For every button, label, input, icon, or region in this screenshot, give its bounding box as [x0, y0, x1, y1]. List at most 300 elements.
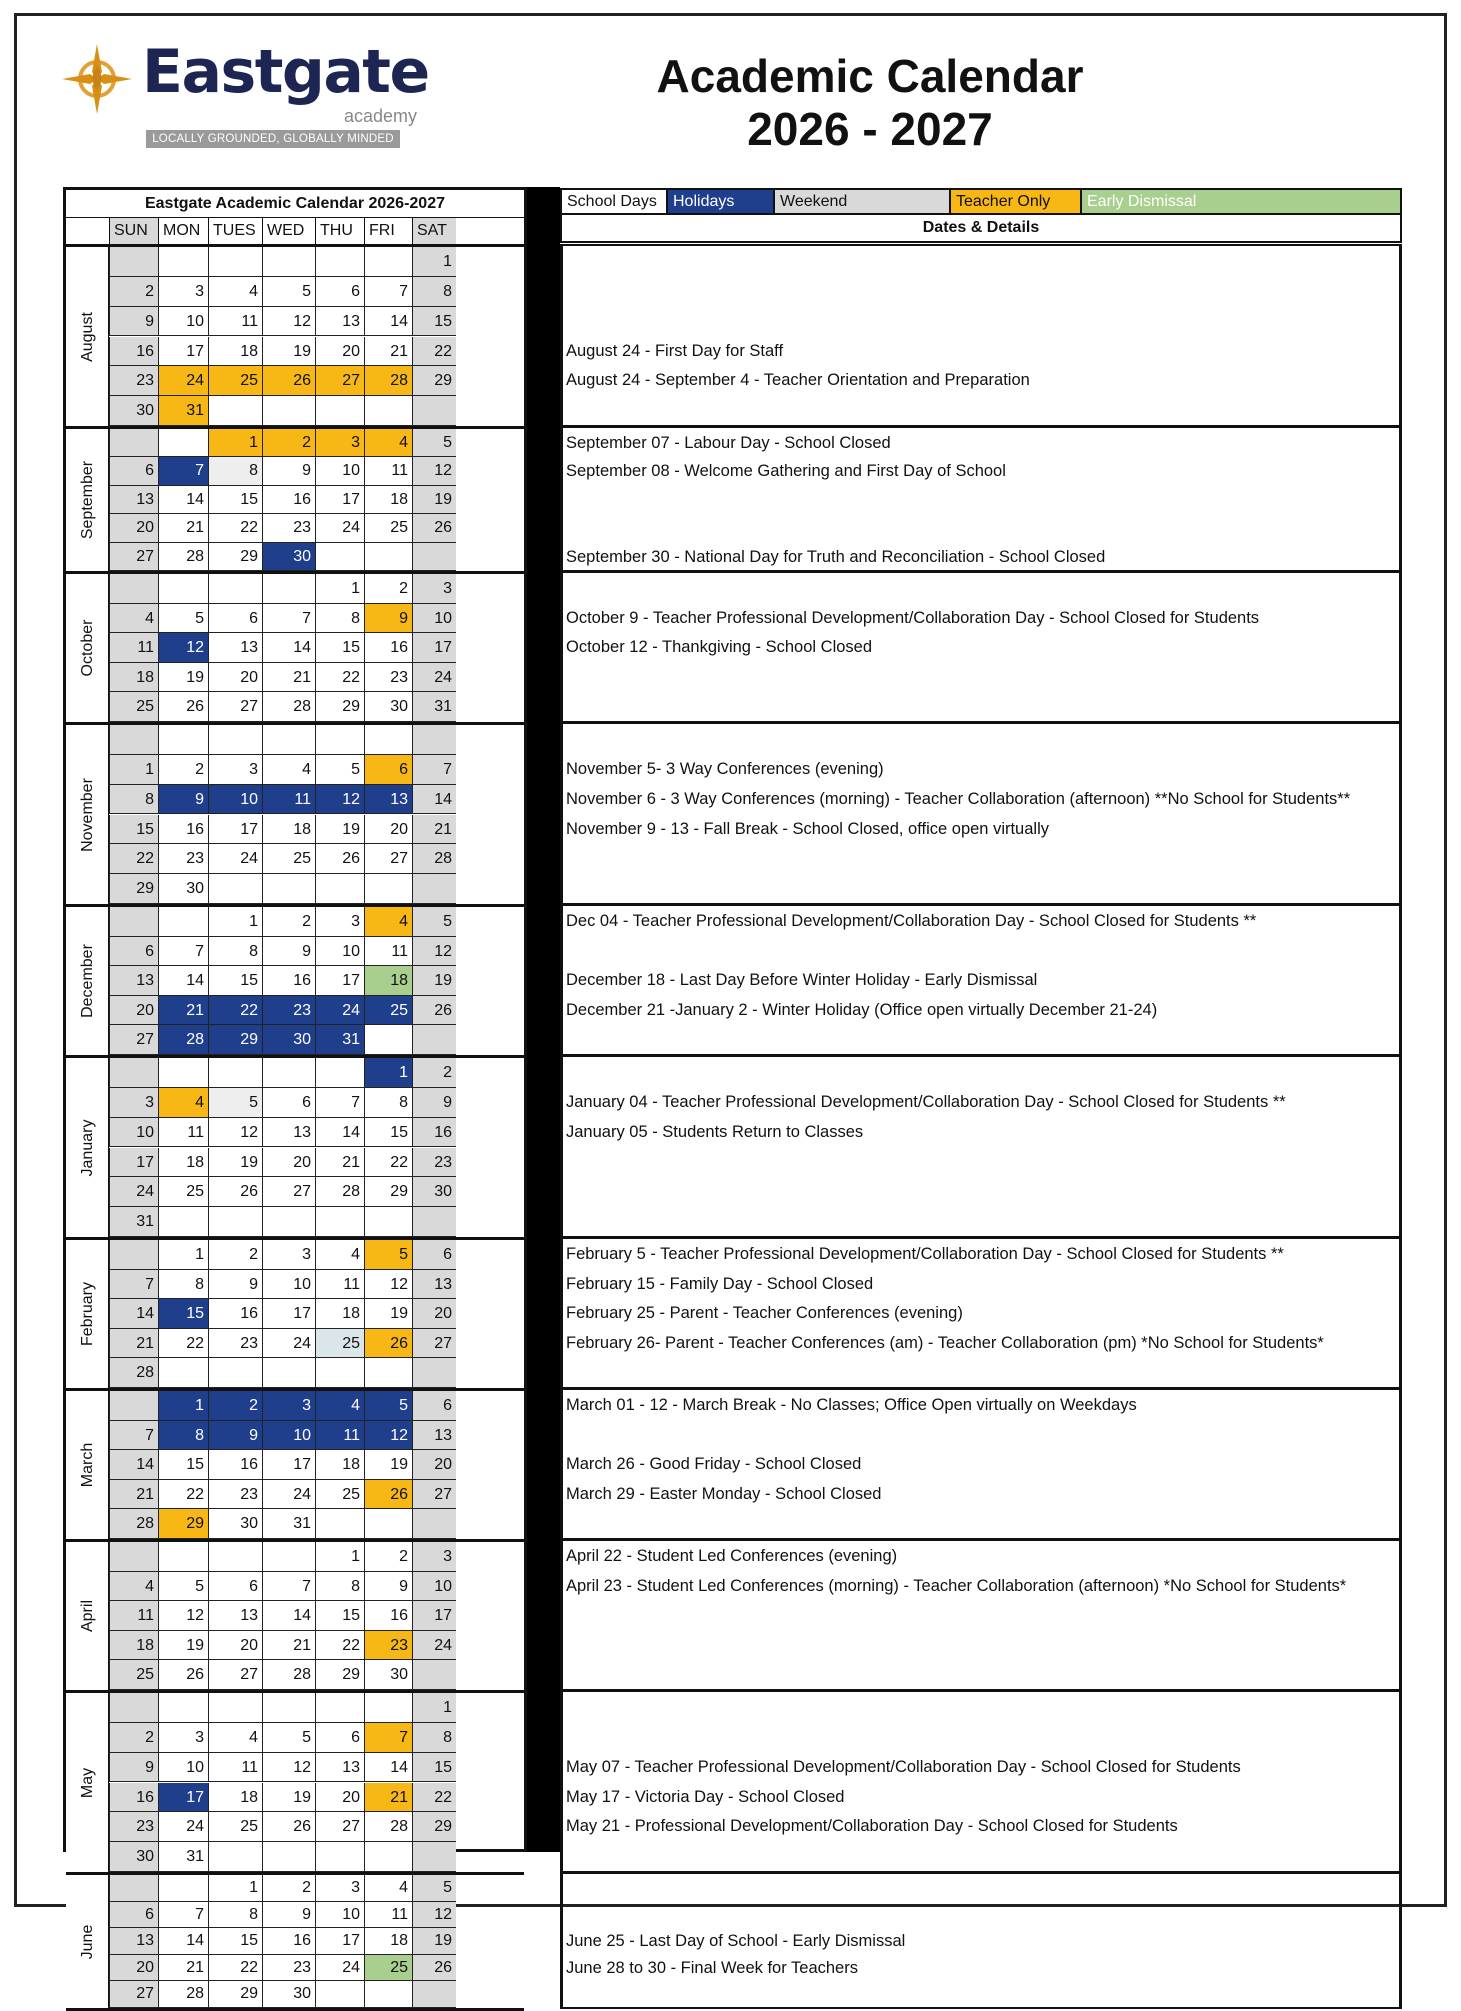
day-cell: 18	[364, 486, 412, 514]
day-cell: 26	[412, 996, 456, 1026]
day-cell: 25	[364, 1955, 412, 1982]
day-cell: 22	[364, 1148, 412, 1178]
day-cell	[412, 725, 456, 755]
day-cell: 4	[109, 604, 158, 634]
day-cell: 7	[412, 755, 456, 785]
week-row	[109, 937, 524, 967]
day-cell: 18	[109, 1631, 158, 1661]
day-cell	[364, 1693, 412, 1723]
month-label: June	[79, 1924, 96, 1959]
day-cell: 5	[208, 1088, 262, 1118]
day-cell: 5	[412, 1875, 456, 1902]
day-cell	[109, 1058, 158, 1088]
day-cell: 30	[262, 1025, 315, 1055]
week-row	[109, 1572, 524, 1602]
day-cell: 29	[109, 874, 158, 904]
day-cell: 31	[158, 396, 208, 426]
week-row	[109, 1812, 524, 1842]
day-cell: 6	[208, 604, 262, 634]
day-cell: 14	[158, 966, 208, 996]
day-cell: 13	[364, 785, 412, 815]
day-cell: 10	[412, 1572, 456, 1602]
day-cell: 27	[109, 543, 158, 571]
day-cell	[315, 1509, 364, 1539]
day-cell: 5	[412, 907, 456, 937]
day-cell	[364, 725, 412, 755]
day-cell: 13	[109, 1928, 158, 1955]
day-cell: 20	[109, 1955, 158, 1982]
day-cell	[412, 543, 456, 571]
day-cell: 15	[412, 1753, 456, 1783]
day-cell: 2	[208, 1240, 262, 1270]
week-row	[109, 1753, 524, 1783]
day-cell: 3	[109, 1088, 158, 1118]
day-cell: 22	[315, 1631, 364, 1661]
week-row	[109, 307, 524, 337]
day-cell: 29	[158, 1509, 208, 1539]
day-cell: 25	[208, 1812, 262, 1842]
day-cell: 23	[262, 996, 315, 1026]
day-cell: 25	[315, 1480, 364, 1510]
logo-tagline: LOCALLY GROUNDED, GLOBALLY MINDED	[146, 130, 400, 148]
day-cell: 16	[412, 1118, 456, 1148]
day-cell: 16	[262, 486, 315, 514]
day-cell: 6	[109, 937, 158, 967]
day-cell: 1	[412, 1693, 456, 1723]
week-row	[109, 692, 524, 722]
day-cell	[208, 874, 262, 904]
week-row	[109, 874, 524, 904]
week-row	[109, 1329, 524, 1359]
day-cell: 16	[262, 966, 315, 996]
day-cell	[412, 1025, 456, 1055]
day-cell: 15	[208, 486, 262, 514]
day-cell: 11	[109, 633, 158, 663]
weekday-fri: FRI	[364, 218, 412, 244]
day-cell: 3	[158, 277, 208, 307]
day-cell	[262, 1058, 315, 1088]
day-cell: 16	[364, 1601, 412, 1631]
day-cell: 22	[208, 996, 262, 1026]
legend-item: Holidays	[668, 190, 775, 213]
day-cell: 6	[262, 1088, 315, 1118]
day-cell: 13	[412, 1270, 456, 1300]
day-cell: 15	[158, 1450, 208, 1480]
day-cell	[208, 247, 262, 277]
weekday-header	[66, 218, 524, 247]
logo	[62, 37, 429, 150]
day-cell: 22	[109, 844, 158, 874]
day-cell: 14	[364, 1753, 412, 1783]
day-cell: 20	[315, 1783, 364, 1813]
day-cell: 10	[158, 307, 208, 337]
month-label-cell	[66, 1875, 109, 2008]
divider	[527, 187, 560, 1852]
day-cell: 16	[158, 815, 208, 845]
day-cell: 1	[315, 1542, 364, 1572]
week-row	[109, 755, 524, 785]
day-cell: 1	[412, 247, 456, 277]
week-row	[109, 1693, 524, 1723]
legend-item: Early Dismissal	[1082, 190, 1400, 213]
day-cell: 29	[364, 1177, 412, 1207]
day-cell: 26	[412, 1955, 456, 1982]
week-row	[109, 247, 524, 277]
day-cell: 7	[364, 277, 412, 307]
day-cell	[364, 1358, 412, 1388]
day-cell: 5	[315, 755, 364, 785]
detail-line: February 26- Parent - Teacher Conferences (am) - Teacher Collaboration (pm) *No School for Students*	[566, 1333, 1324, 1352]
day-cell: 19	[364, 1450, 412, 1480]
weekday-thu: THU	[315, 218, 364, 244]
day-cell: 6	[315, 277, 364, 307]
week-row	[109, 1391, 524, 1421]
day-cell: 30	[158, 874, 208, 904]
detail-line: December 18 - Last Day Before Winter Holiday - Early Dismissal	[566, 971, 1038, 990]
day-cell: 7	[158, 937, 208, 967]
day-cell: 1	[208, 1875, 262, 1902]
month-label-cell	[66, 725, 109, 904]
day-cell: 8	[412, 277, 456, 307]
day-cell	[315, 1058, 364, 1088]
day-cell	[158, 907, 208, 937]
day-cell: 7	[364, 1723, 412, 1753]
month-december	[66, 907, 524, 1058]
day-cell: 16	[364, 633, 412, 663]
day-cell: 28	[109, 1509, 158, 1539]
day-cell: 16	[208, 1450, 262, 1480]
day-cell: 27	[412, 1329, 456, 1359]
detail-line: August 24 - First Day for Staff	[566, 341, 784, 360]
detail-line: February 5 - Teacher Professional Development/Collaboration Day - School Closed for Students **	[566, 1245, 1284, 1263]
week-row	[109, 277, 524, 307]
day-cell: 31	[412, 692, 456, 722]
day-cell: 11	[109, 1601, 158, 1631]
day-cell	[208, 1207, 262, 1237]
day-cell: 24	[412, 1631, 456, 1661]
day-cell	[262, 396, 315, 426]
weekday-wed: WED	[262, 218, 315, 244]
day-cell: 14	[364, 307, 412, 337]
logo-name: Eastgate	[142, 37, 429, 107]
day-cell: 22	[412, 337, 456, 367]
day-cell: 2	[262, 1875, 315, 1902]
day-cell	[412, 1358, 456, 1388]
day-cell: 23	[364, 1631, 412, 1661]
day-cell: 6	[364, 755, 412, 785]
month-label-cell	[66, 1693, 109, 1872]
day-cell: 29	[208, 1981, 262, 2008]
day-cell: 9	[109, 1753, 158, 1783]
day-cell: 21	[364, 337, 412, 367]
day-cell: 27	[262, 1177, 315, 1207]
day-cell: 11	[262, 785, 315, 815]
day-cell: 26	[262, 366, 315, 396]
day-cell: 18	[315, 1450, 364, 1480]
day-cell	[158, 1058, 208, 1088]
day-cell	[158, 429, 208, 457]
day-cell: 16	[109, 337, 158, 367]
day-cell: 30	[262, 1981, 315, 2008]
day-cell: 13	[412, 1421, 456, 1451]
day-cell: 23	[412, 1148, 456, 1178]
week-row	[109, 1981, 524, 2008]
day-cell	[158, 1358, 208, 1388]
day-cell: 24	[158, 1812, 208, 1842]
day-cell: 8	[412, 1723, 456, 1753]
week-row	[109, 1875, 524, 1902]
day-cell: 26	[262, 1812, 315, 1842]
day-cell	[412, 1842, 456, 1872]
day-cell: 6	[412, 1391, 456, 1421]
legend-item: Weekend	[775, 190, 951, 213]
day-cell: 13	[262, 1118, 315, 1148]
day-cell: 26	[315, 844, 364, 874]
day-cell: 27	[315, 366, 364, 396]
day-cell: 1	[208, 907, 262, 937]
day-cell: 11	[158, 1118, 208, 1148]
week-row	[109, 1358, 524, 1388]
day-cell: 19	[315, 815, 364, 845]
day-cell	[208, 1542, 262, 1572]
day-cell	[412, 874, 456, 904]
day-cell: 24	[315, 514, 364, 542]
detail-line: Dec 04 - Teacher Professional Development/Collaboration Day - School Closed for Students **	[566, 912, 1257, 930]
day-cell	[262, 1207, 315, 1237]
week-row	[109, 429, 524, 457]
day-cell: 6	[109, 457, 158, 485]
day-cell: 13	[109, 966, 158, 996]
day-cell: 17	[315, 486, 364, 514]
day-cell: 2	[262, 429, 315, 457]
week-row	[109, 1025, 524, 1055]
day-cell	[364, 1842, 412, 1872]
day-cell: 7	[109, 1270, 158, 1300]
day-cell: 9	[109, 307, 158, 337]
day-cell	[315, 725, 364, 755]
day-cell: 20	[109, 514, 158, 542]
legend	[560, 188, 1402, 215]
week-row	[109, 1058, 524, 1088]
day-cell: 24	[262, 1329, 315, 1359]
day-cell: 1	[158, 1391, 208, 1421]
details-december	[560, 904, 1402, 1056]
day-cell	[262, 1842, 315, 1872]
day-cell: 7	[315, 1088, 364, 1118]
day-cell: 23	[208, 1329, 262, 1359]
day-cell: 24	[315, 996, 364, 1026]
day-cell	[364, 543, 412, 571]
day-cell	[364, 1509, 412, 1539]
day-cell	[315, 1842, 364, 1872]
day-cell: 11	[364, 457, 412, 485]
week-row	[109, 1148, 524, 1178]
day-cell: 28	[109, 1358, 158, 1388]
detail-line: May 17 - Victoria Day - School Closed	[566, 1787, 845, 1806]
details-april	[560, 1539, 1402, 1691]
week-row	[109, 1177, 524, 1207]
day-cell: 7	[109, 1421, 158, 1451]
day-cell: 27	[315, 1812, 364, 1842]
week-row	[109, 366, 524, 396]
day-cell: 1	[364, 1058, 412, 1088]
weekday-mon: MON	[158, 218, 208, 244]
day-cell: 21	[315, 1148, 364, 1178]
day-cell: 12	[315, 785, 364, 815]
week-row	[109, 966, 524, 996]
day-cell: 22	[158, 1329, 208, 1359]
month-label: April	[79, 1599, 96, 1633]
day-cell: 14	[315, 1118, 364, 1148]
week-row	[109, 1631, 524, 1661]
day-cell: 25	[364, 996, 412, 1026]
day-cell: 5	[364, 1391, 412, 1421]
month-label: February	[79, 1281, 96, 1347]
detail-line: May 21 - Professional Development/Collaboration Day - School Closed for Students	[566, 1817, 1178, 1836]
day-cell: 10	[158, 1753, 208, 1783]
title-line-1: Academic Calendar	[656, 50, 1084, 102]
day-cell: 30	[109, 396, 158, 426]
detail-line: August 24 - September 4 - Teacher Orientation and Preparation	[566, 371, 1030, 390]
detail-line: November 6 - 3 Way Conferences (morning) - Teacher Collaboration (afternoon) **No School for Students**	[566, 789, 1351, 808]
day-cell: 7	[158, 457, 208, 485]
day-cell: 8	[315, 1572, 364, 1602]
day-cell: 4	[208, 277, 262, 307]
week-row	[109, 543, 524, 571]
day-cell: 17	[315, 966, 364, 996]
details-header: Dates & Details	[560, 215, 1402, 243]
day-cell: 10	[315, 937, 364, 967]
day-cell	[262, 1542, 315, 1572]
day-cell: 19	[412, 1928, 456, 1955]
day-cell: 20	[109, 996, 158, 1026]
details-panel	[560, 244, 1402, 1977]
day-cell: 11	[364, 1902, 412, 1929]
day-cell: 3	[412, 1542, 456, 1572]
day-cell: 30	[364, 1660, 412, 1690]
day-cell: 10	[109, 1118, 158, 1148]
day-cell: 4	[364, 1875, 412, 1902]
day-cell: 22	[158, 1480, 208, 1510]
day-cell: 6	[109, 1902, 158, 1929]
day-cell: 18	[208, 1783, 262, 1813]
day-cell: 18	[364, 1928, 412, 1955]
day-cell: 3	[262, 1240, 315, 1270]
day-cell: 9	[364, 1572, 412, 1602]
day-cell: 18	[364, 966, 412, 996]
day-cell: 10	[315, 457, 364, 485]
detail-line: October 9 - Teacher Professional Development/Collaboration Day - School Closed for Students	[566, 608, 1260, 627]
day-cell: 8	[208, 457, 262, 485]
details-january	[560, 1055, 1402, 1238]
day-cell: 4	[315, 1391, 364, 1421]
month-november	[66, 725, 524, 907]
day-cell: 8	[158, 1270, 208, 1300]
day-cell: 24	[208, 844, 262, 874]
day-cell	[262, 1358, 315, 1388]
day-cell: 8	[315, 604, 364, 634]
day-cell: 23	[109, 1812, 158, 1842]
day-cell: 29	[208, 1025, 262, 1055]
day-cell	[109, 429, 158, 457]
day-cell: 15	[208, 966, 262, 996]
day-cell	[315, 1207, 364, 1237]
day-cell: 21	[364, 1783, 412, 1813]
details-june	[560, 1872, 1402, 2009]
day-cell: 5	[158, 1572, 208, 1602]
day-cell	[208, 1058, 262, 1088]
day-cell	[158, 1875, 208, 1902]
day-cell: 31	[315, 1025, 364, 1055]
day-cell: 4	[364, 429, 412, 457]
day-cell: 20	[364, 815, 412, 845]
detail-line: September 08 - Welcome Gathering and First Day of School	[566, 462, 1006, 481]
day-cell: 28	[262, 692, 315, 722]
day-cell	[412, 1660, 456, 1690]
day-cell: 10	[262, 1421, 315, 1451]
day-cell: 14	[109, 1299, 158, 1329]
day-cell: 11	[208, 1753, 262, 1783]
day-cell: 17	[412, 633, 456, 663]
day-cell: 28	[158, 1981, 208, 2008]
day-cell: 25	[364, 514, 412, 542]
day-cell: 23	[208, 1480, 262, 1510]
day-cell: 3	[208, 755, 262, 785]
detail-line: September 30 - National Day for Truth and Reconciliation - School Closed	[566, 547, 1106, 566]
day-cell: 29	[315, 1660, 364, 1690]
day-cell: 30	[262, 543, 315, 571]
day-cell: 6	[412, 1240, 456, 1270]
day-cell: 3	[158, 1723, 208, 1753]
details-september	[560, 426, 1402, 572]
day-cell: 2	[364, 1542, 412, 1572]
day-cell: 14	[412, 785, 456, 815]
day-cell: 27	[109, 1025, 158, 1055]
day-cell: 4	[364, 907, 412, 937]
month-april	[66, 1542, 524, 1693]
day-cell	[158, 247, 208, 277]
month-label: December	[79, 944, 96, 1018]
month-label: May	[79, 1767, 96, 1798]
day-cell: 8	[158, 1421, 208, 1451]
day-cell: 7	[262, 1572, 315, 1602]
day-cell: 19	[158, 1631, 208, 1661]
day-cell: 29	[208, 543, 262, 571]
day-cell: 9	[262, 937, 315, 967]
detail-line: September 07 - Labour Day - School Closed	[566, 434, 891, 452]
week-row	[109, 1542, 524, 1572]
day-cell: 23	[364, 663, 412, 693]
day-cell: 14	[109, 1450, 158, 1480]
day-cell: 23	[109, 366, 158, 396]
day-cell: 9	[412, 1088, 456, 1118]
day-cell	[109, 247, 158, 277]
day-cell: 3	[262, 1391, 315, 1421]
day-cell: 2	[262, 907, 315, 937]
day-cell: 24	[158, 366, 208, 396]
day-cell: 9	[262, 1902, 315, 1929]
day-cell	[208, 396, 262, 426]
day-cell: 19	[208, 1148, 262, 1178]
day-cell	[315, 1358, 364, 1388]
day-cell: 3	[315, 429, 364, 457]
week-row	[109, 1928, 524, 1955]
day-cell: 31	[109, 1207, 158, 1237]
detail-line: March 26 - Good Friday - School Closed	[566, 1455, 862, 1474]
month-march	[66, 1391, 524, 1542]
week-row	[109, 663, 524, 693]
day-cell: 14	[262, 1601, 315, 1631]
